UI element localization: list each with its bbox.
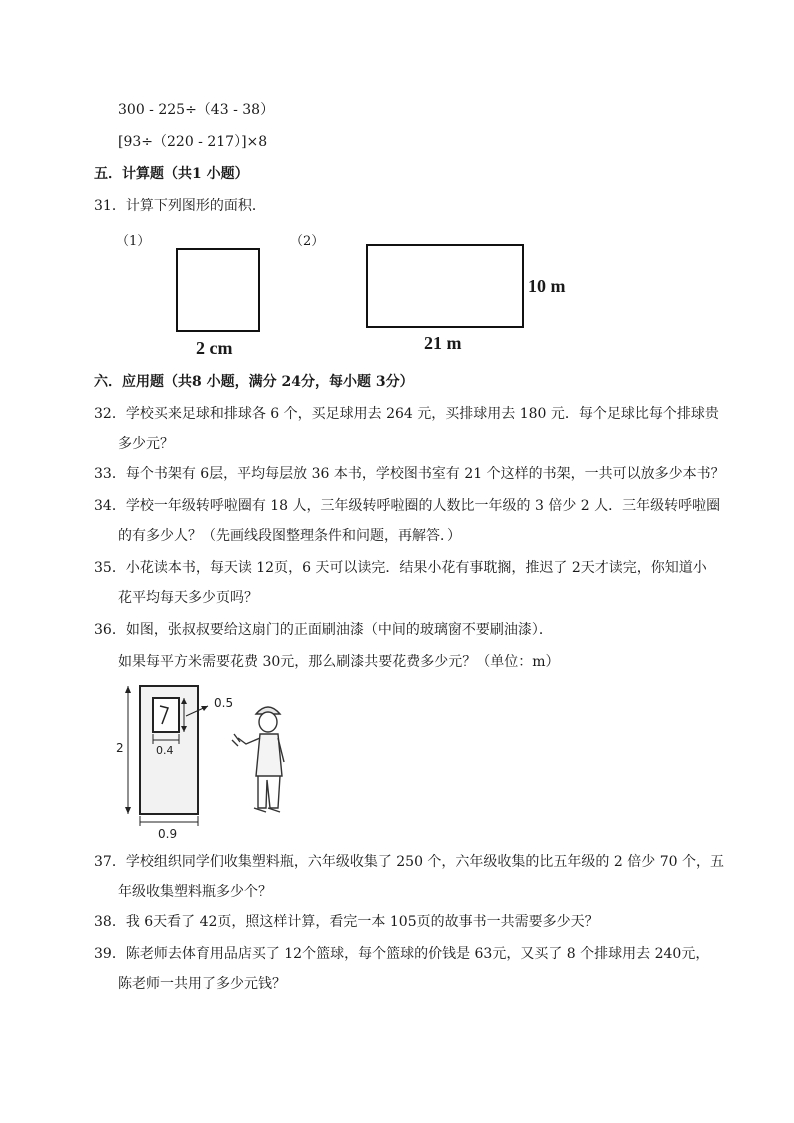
question-35-line-2: 花平均每天多少页吗？ xyxy=(118,590,258,606)
question-38: 38．我 6天看了 42页，照这样计算，看完一本 105页的故事书一共需要多少天？ xyxy=(94,914,599,930)
question-36-line-2: 如果每平方米需要花费 30元，那么刷漆共要花费多少元？（单位：m） xyxy=(118,654,560,670)
figure-2-label: （2） xyxy=(290,234,325,249)
painter-figure xyxy=(232,707,284,812)
door-height-label: 2 xyxy=(116,741,124,755)
rectangle-width-label: 21 m xyxy=(424,333,462,353)
expression-2: [93÷（220 - 217）]×8 xyxy=(118,134,268,150)
question-39-line-1: 39．陈老师去体育用品店买了 12个篮球，每个篮球的价钱是 63元，又买了 8 个排球用去 240元， xyxy=(94,946,710,962)
question-34-line-1: 34．学校一年级转呼啦圈有 18 人，三年级转呼啦圈的人数比一年级的 3 倍少 2 人．三年级转呼啦圈 xyxy=(94,498,721,514)
question-31: 31．计算下列图形的面积． xyxy=(94,198,266,214)
expression-1: 300 - 225÷（43 - 38） xyxy=(118,102,275,118)
figure-1-label: （1） xyxy=(116,234,151,249)
question-37-line-1: 37．学校组织同学们收集塑料瓶，六年级收集了 250 个，六年级收集的比五年级的 2 倍少 70 个，五 xyxy=(94,854,724,870)
door-figure xyxy=(110,680,310,842)
rectangle-height-label: 10 m xyxy=(528,276,566,296)
question-39-line-2: 陈老师一共用了多少元钱？ xyxy=(118,976,286,992)
question-37-line-2: 年级收集塑料瓶多少个？ xyxy=(118,884,272,900)
window-width-label: 0.4 xyxy=(156,744,174,757)
section-5-heading: 五．计算题（共1 小题） xyxy=(94,166,249,182)
question-35-line-1: 35．小花读本书，每天读 12页，6 天可以读完．结果小花有事耽搁，推迟了 2天才读完，你知道小 xyxy=(94,560,707,576)
square-shape xyxy=(176,248,260,332)
figure-31 xyxy=(114,224,576,360)
question-33: 33．每个书架有 6层，平均每层放 36 本书，学校图书室有 21 个这样的书架，一共可以放多少本书？ xyxy=(94,466,725,482)
window-height-label: 0.5 xyxy=(214,696,234,710)
question-34-line-2: 的有多少人？（先画线段图整理条件和问题，再解答．） xyxy=(118,528,461,544)
question-36-line-1: 36．如图，张叔叔要给这扇门的正面刷油漆（中间的玻璃窗不要刷油漆）． xyxy=(94,622,553,638)
square-side-label: 2 cm xyxy=(196,338,233,358)
section-6-heading: 六．应用题（共8 小题，满分 24分，每小题 3分） xyxy=(94,374,414,390)
door-width-label: 0.9 xyxy=(158,827,178,841)
question-32-line-2: 多少元？ xyxy=(118,436,174,452)
rectangle-shape xyxy=(366,244,524,328)
question-32-line-1: 32．学校买来足球和排球各 6 个，买足球用去 264 元，买排球用去 180 元．每个足球比每个排球贵 xyxy=(94,406,719,422)
